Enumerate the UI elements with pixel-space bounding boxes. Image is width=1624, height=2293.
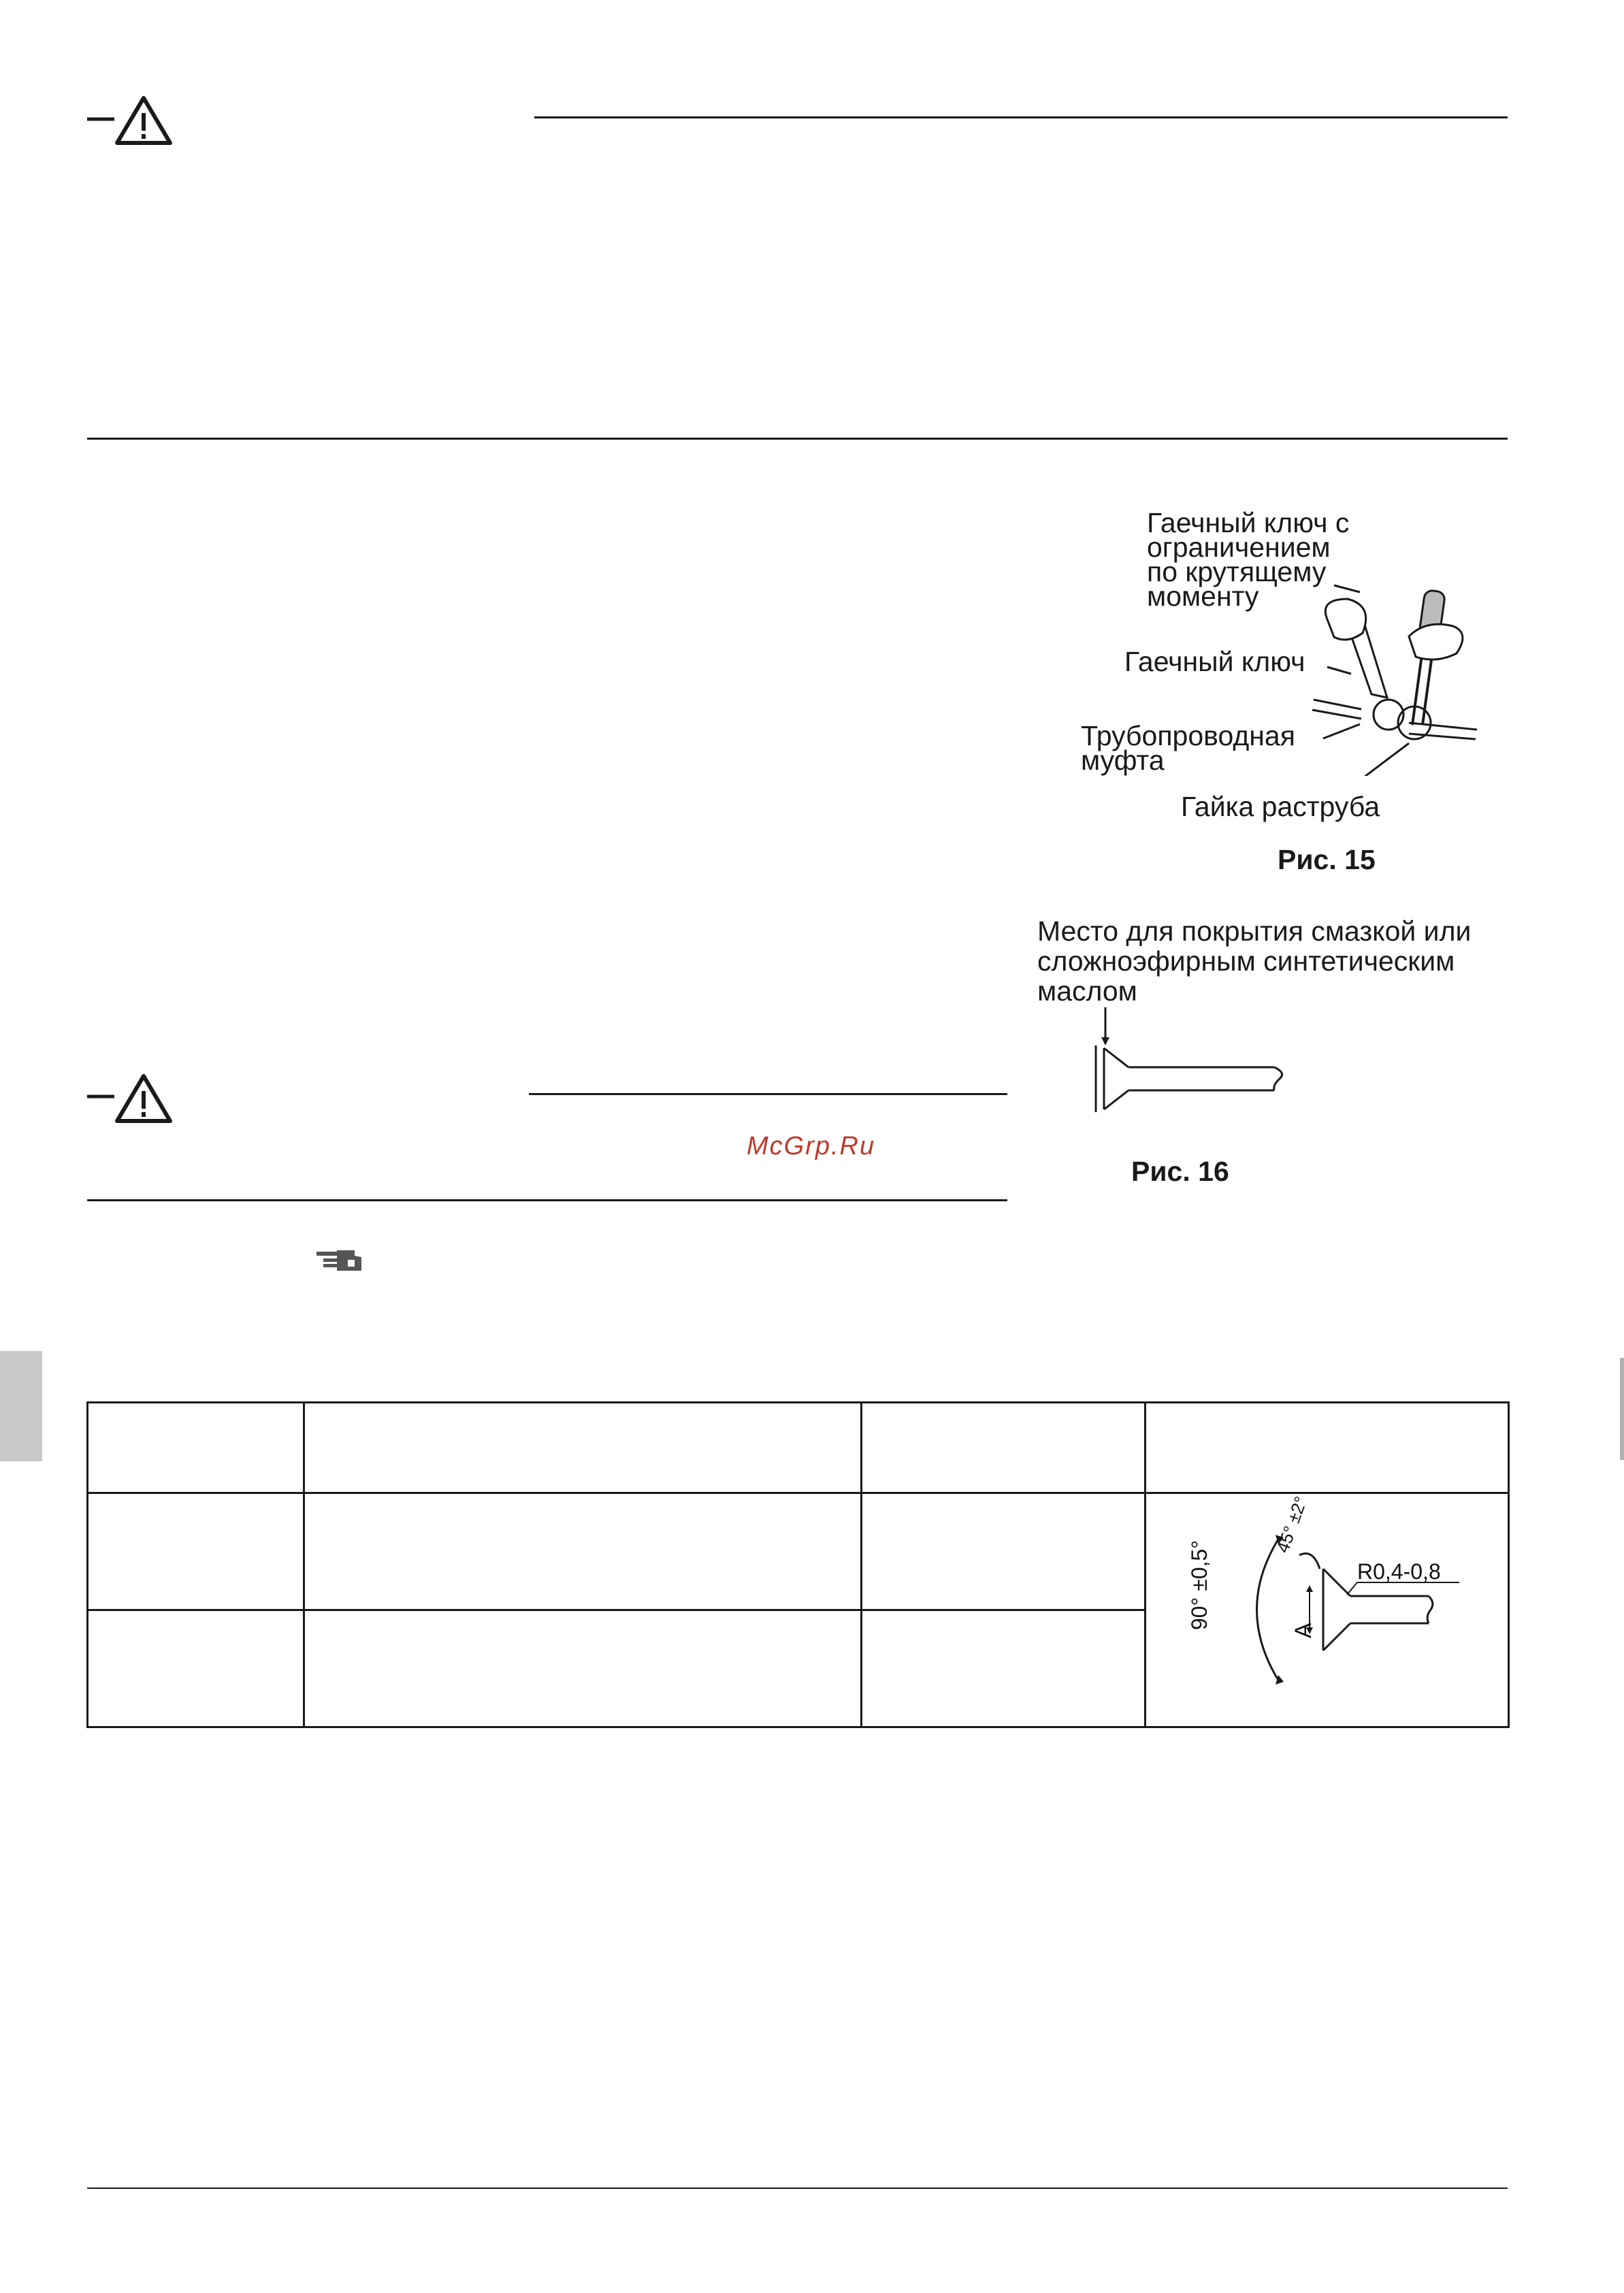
- wrench-illustration: [1307, 579, 1511, 776]
- fig15-label-torque-wrench: Гаечный ключ с ограничением по крутящему моменту: [1147, 507, 1350, 612]
- footer-rule: [87, 2188, 1508, 2189]
- warning-triangle-icon: [87, 1072, 182, 1126]
- flared-pipe-illustration: [1082, 1007, 1293, 1123]
- table-cell: [862, 1610, 1146, 1727]
- table-cell: [304, 1493, 862, 1610]
- side-tab-left: [0, 1351, 42, 1461]
- flare-dimension-drawing: [1201, 1508, 1473, 1712]
- pointing-hand-icon: [316, 1248, 366, 1275]
- table-header-cell: [862, 1403, 1146, 1493]
- warning-mid-bottom-rule: [87, 1199, 1007, 1201]
- warning-header-top: [87, 94, 182, 148]
- section-divider-1: [87, 438, 1508, 440]
- flare-angle-outer: 90° ±0,5°: [1187, 1540, 1212, 1630]
- warning-header-mid: [87, 1072, 182, 1126]
- table-header-cell: [88, 1403, 304, 1493]
- flare-diagram: [1146, 1494, 1508, 1726]
- flare-spec-table: [86, 1401, 1510, 1728]
- warning-triangle-icon: [87, 94, 182, 148]
- table-header-cell: [304, 1403, 862, 1493]
- figure-15-caption: Рис. 15: [1278, 844, 1376, 875]
- flare-dimension-a: A: [1290, 1623, 1316, 1638]
- side-tab-right: [1620, 1358, 1624, 1460]
- fig15-label-flare-nut: Гайка раструба: [1181, 791, 1380, 822]
- warning-top-rule: [534, 116, 1508, 118]
- flare-angle-inner: 45° ±2°: [1272, 1493, 1312, 1556]
- watermark: McGrp.Ru: [747, 1132, 876, 1160]
- table-cell: [304, 1610, 862, 1727]
- fig15-label-wrench: Гаечный ключ: [1124, 646, 1305, 677]
- fig16-label-lubrication: Место для покрытия смазкой или сложноэфирным синтетическим маслом: [1037, 915, 1472, 1007]
- fig15-label-coupling: Трубопроводная муфта: [1081, 720, 1295, 776]
- flare-diagram-cell: [1146, 1493, 1509, 1727]
- table-header-cell: [1146, 1403, 1509, 1493]
- flare-radius-label: R0,4-0,8: [1357, 1559, 1441, 1584]
- table-cell: [862, 1493, 1146, 1610]
- table-cell: [88, 1610, 304, 1727]
- warning-mid-rule: [529, 1093, 1007, 1095]
- figure-16-caption: Рис. 16: [1131, 1156, 1229, 1187]
- table-cell: [88, 1493, 304, 1610]
- table-row: [88, 1493, 1509, 1610]
- table-header-row: [88, 1403, 1509, 1493]
